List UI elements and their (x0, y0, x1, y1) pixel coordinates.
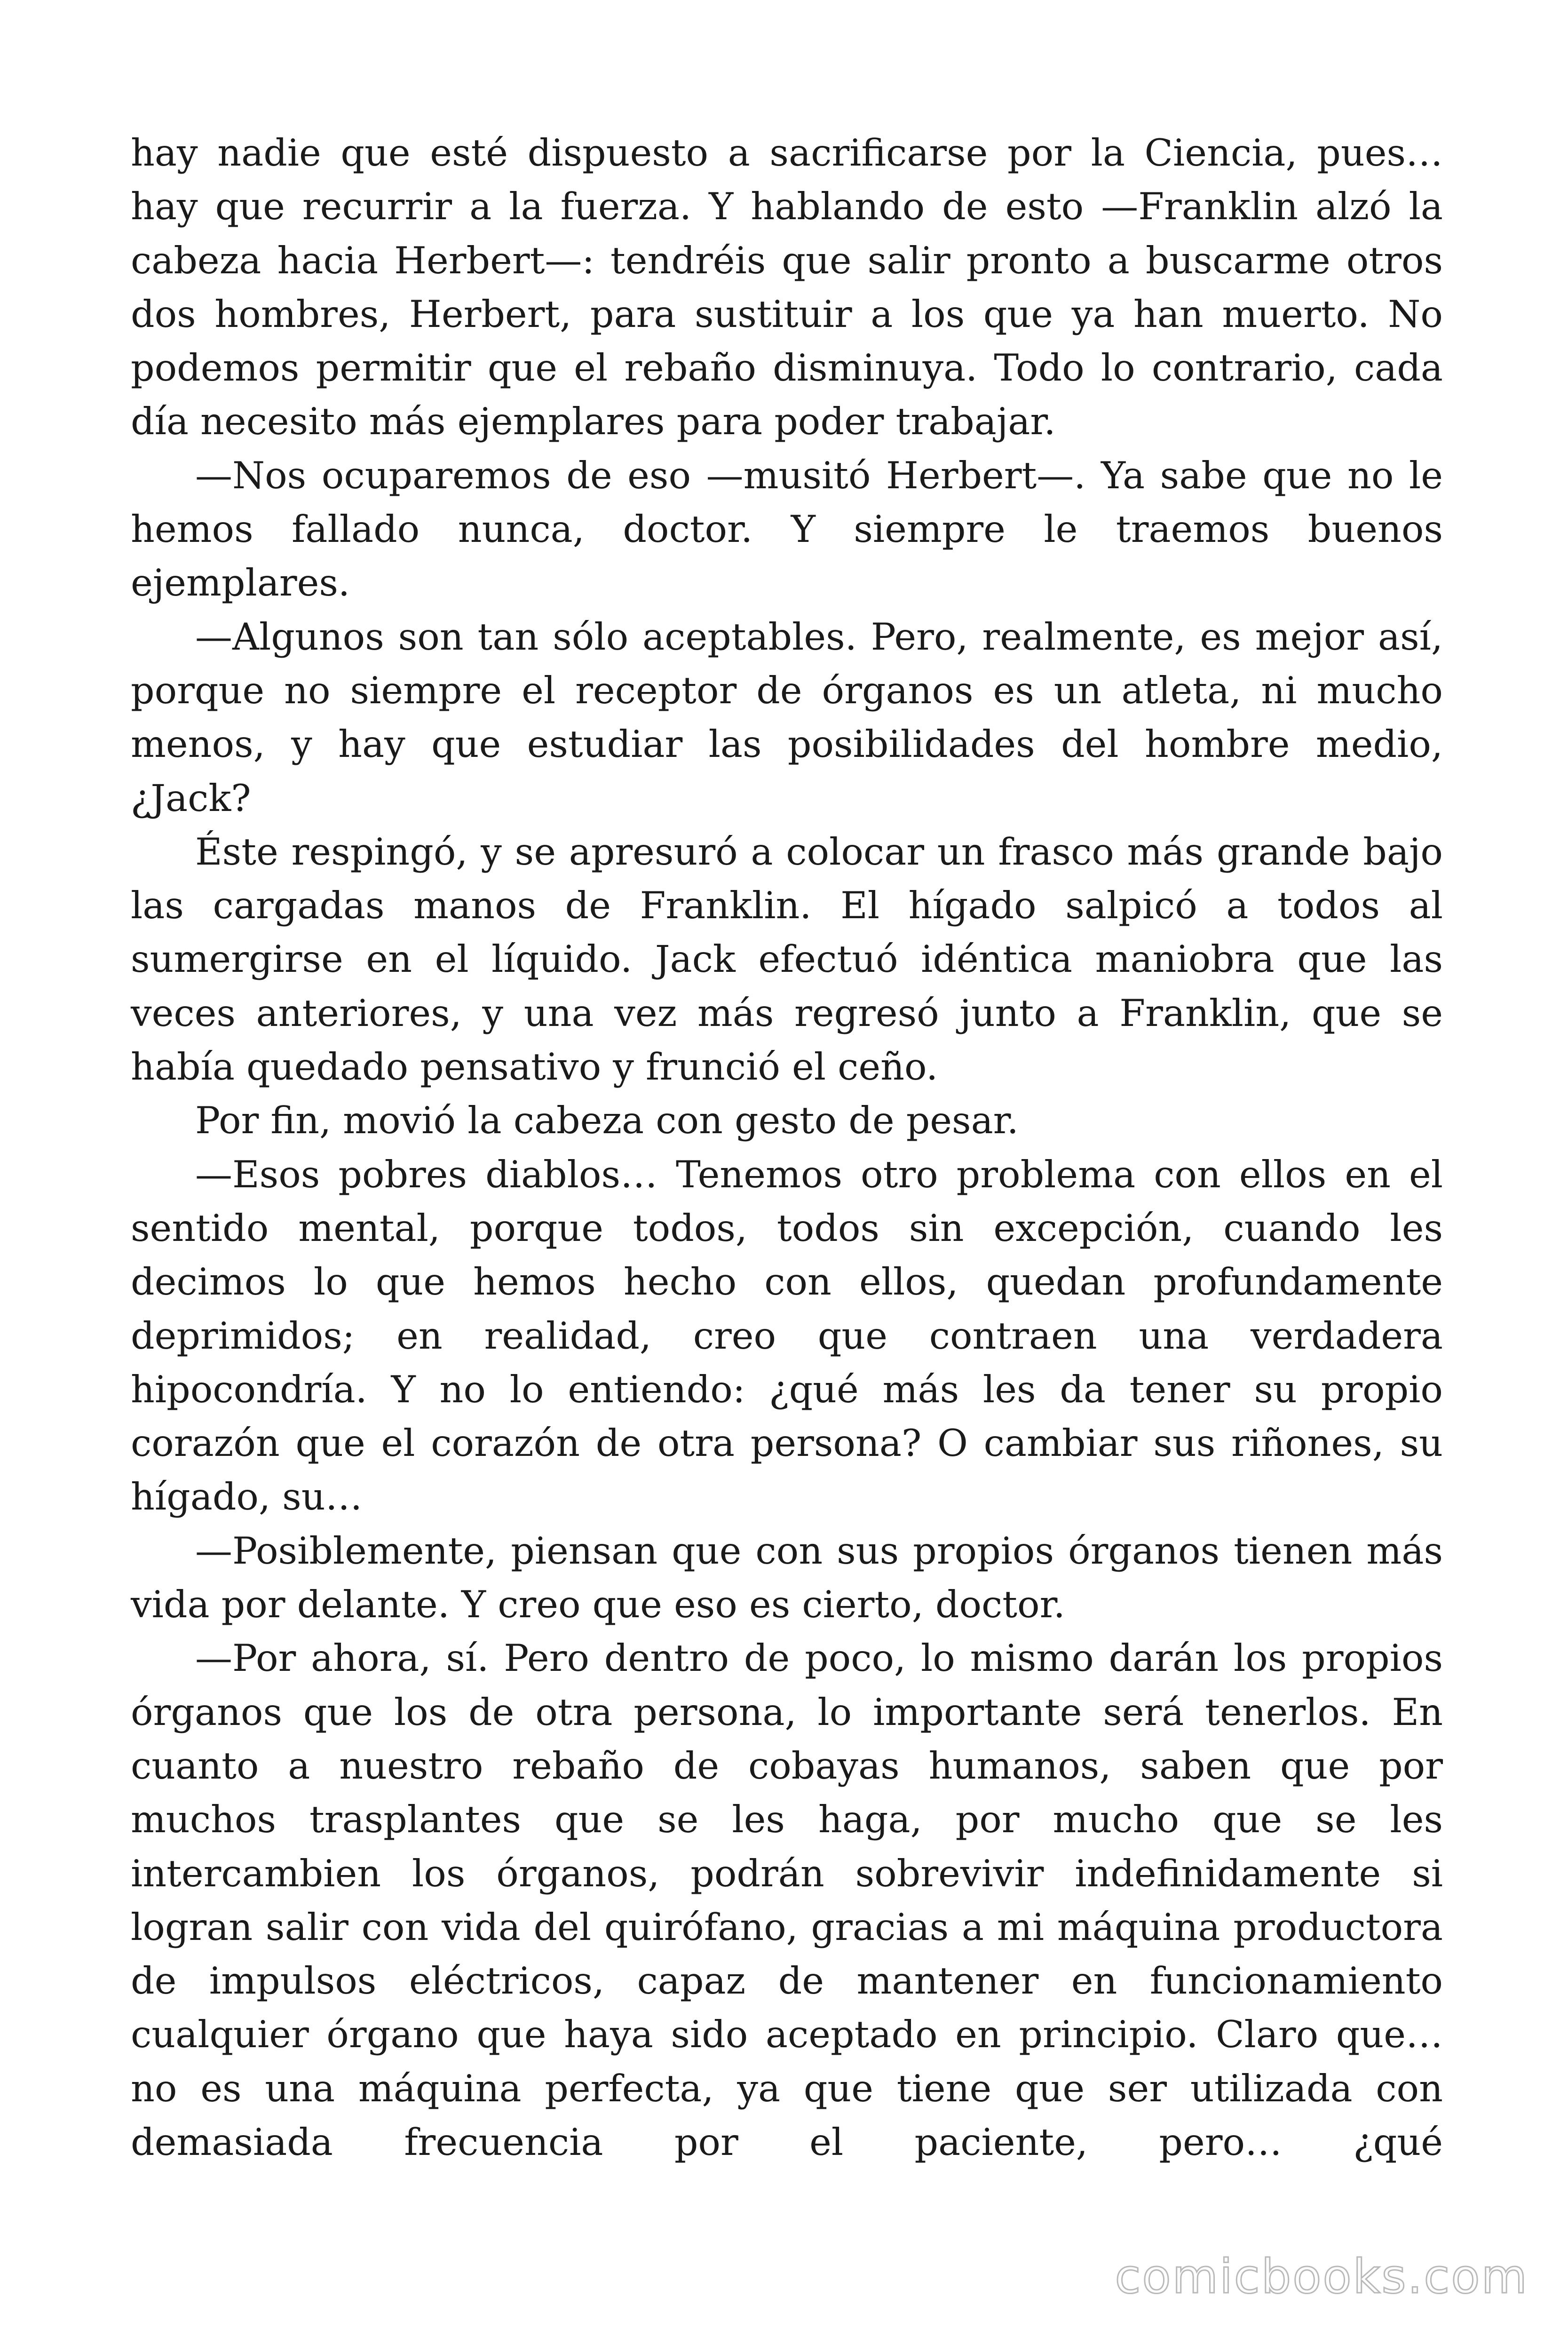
paragraph-narration: Por fin, movió la cabeza con gesto de pesar. (195, 1099, 1019, 1143)
body-text (131, 126, 1443, 2169)
paragraph-dialogue: —Nos ocuparemos de eso —musitó Herbert—. Ya sabe que no le hemos fallado nunca, doctor. Y siempre le traemos buenos ejemplares. (131, 453, 1443, 605)
paragraph-dialogue: —Esos pobres diablos… Tenemos otro problema con ellos en el sentido mental, porque todos, todos sin excepción, cuando les decimos lo que hemos hecho con ellos, quedan profundamente deprimidos; en realidad, creo que contraen una verdadera hipocondría. Y no lo entiendo: ¿qué más les da tener su propio corazón que el corazón de otra persona? O cambiar sus riñones, su hígado, su… (131, 1152, 1443, 1519)
paragraph-continued: hay nadie que esté dispuesto a sacrificarse por la Ciencia, pues… hay que recurrir a la fuerza. Y hablando de esto —Franklin alzó la cabeza hacia Herbert—: tendréis que salir pronto a buscarme otros dos hombres, Herbert, para sustituir a los que ya han muerto. No podemos permitir que el rebaño disminuya. Todo lo contrario, cada día necesito más ejemplares para poder trabajar. (131, 131, 1443, 444)
paragraph-dialogue: —Algunos son tan sólo aceptables. Pero, realmente, es mejor así, porque no siempre el receptor de órganos es un atleta, ni mucho menos, y hay que estudiar las posibilidades del hombre medio, ¿Jack? (131, 615, 1443, 820)
paragraph-dialogue-continues: —Por ahora, sí. Pero dentro de poco, lo mismo darán los propios órganos que los de otra persona, lo importante será tenerlos. En cuanto a nuestro rebaño de cobayas humanos, saben que por muchos trasplantes que se les haga, por mucho que se les intercambien los órganos, podrán sobrevivir indefinidamente si logran salir con vida del quirófano, gracias a mi máquina productora de impulsos eléctricos, capaz de mantener en funcionamiento cualquier órgano que haya sido aceptado en principio. Claro que… no es una máquina perfecta, ya que tiene que ser utilizada con demasiada frecuencia por el paciente, pero… ¿qué (131, 1637, 1443, 2164)
paragraph-narration: Éste respingó, y se apresuró a colocar un frasco más grande bajo las cargadas manos de Franklin. El hígado salpicó a todos al sumergirse en el líquido. Jack efectuó idéntica maniobra que las veces anteriores, y una vez más regresó junto a Franklin, que se había quedado pensativo y frunció el ceño. (131, 830, 1443, 1089)
paragraph-dialogue: —Posiblemente, piensan que con sus propios órganos tienen más vida por delante. Y creo que eso es cierto, doctor. (131, 1529, 1443, 1627)
watermark: comicbooks.com (1115, 2249, 1528, 2304)
